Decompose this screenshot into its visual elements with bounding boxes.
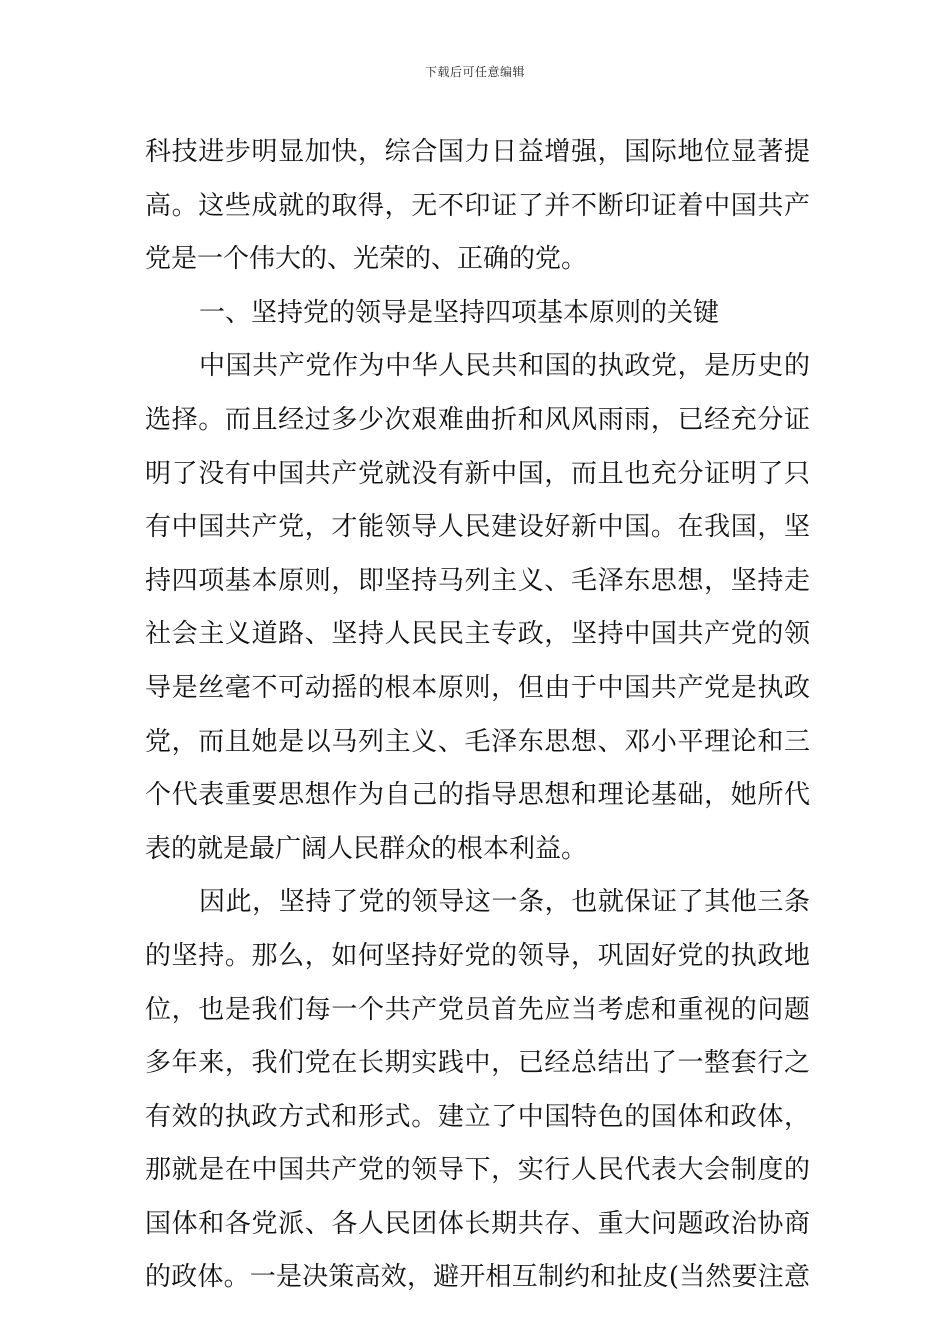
- text-line: 持四项基本原则，即坚持马列主义、毛泽东思想，坚持走: [145, 565, 810, 596]
- text-line: 社会主义道路、坚持人民民主专政，坚持中国共产党的领: [145, 619, 810, 650]
- text-line: 一、坚持党的领导是坚持四项基本原则的关键: [199, 297, 720, 328]
- text-line: 多年来，我们党在长期实践中，已经总结出了一整套行之: [145, 1048, 810, 1079]
- text-line: 因此，坚持了党的领导这一条，也就保证了其他三条: [199, 887, 810, 918]
- text-line: 的政体。一是决策高效，避开相互制约和扯皮(当然要注意: [145, 1262, 810, 1293]
- text-line: 有中国共产党，才能领导人民建设好新中国。在我国，坚: [145, 512, 810, 543]
- text-line: 高。这些成就的取得，无不印证了并不断印证着中国共产: [145, 190, 810, 221]
- text-line: 那就是在中国共产党的领导下，实行人民代表大会制度的: [145, 1155, 810, 1186]
- text-line: 导是丝毫不可动摇的根本原则，但由于中国共产党是执政: [145, 672, 810, 703]
- text-line: 的坚持。那么，如何坚持好党的领导，巩固好党的执政地: [145, 940, 810, 971]
- text-line: 有效的执政方式和形式。建立了中国特色的国体和政体，: [145, 1101, 810, 1132]
- text-line: 位，也是我们每一个共产党员首先应当考虑和重视的问题: [145, 994, 810, 1025]
- text-line: 党是一个伟大的、光荣的、正确的党。: [145, 244, 588, 275]
- text-line: 科技进步明显加快，综合国力日益增强，国际地位显著提: [145, 137, 810, 167]
- text-line: 国体和各党派、各人民团体长期共存、重大问题政治协商: [145, 1208, 810, 1239]
- page-header: 下载后可任意编辑: [424, 65, 525, 79]
- text-line: 党，而且她是以马列主义、毛泽东思想、邓小平理论和三: [145, 726, 810, 757]
- document-body: [145, 126, 810, 1305]
- text-line: 中国共产党作为中华人民共和国的执政党，是历史的: [199, 351, 810, 382]
- text-line: 个代表重要思想作为自己的指导思想和理论基础，她所代: [145, 780, 810, 811]
- text-line: 明了没有中国共产党就没有新中国，而且也充分证明了只: [145, 458, 810, 489]
- text-line: 选择。而且经过多少次艰难曲折和风风雨雨，已经充分证: [145, 404, 810, 435]
- text-line: 表的就是最广阔人民群众的根本利益。: [145, 833, 588, 864]
